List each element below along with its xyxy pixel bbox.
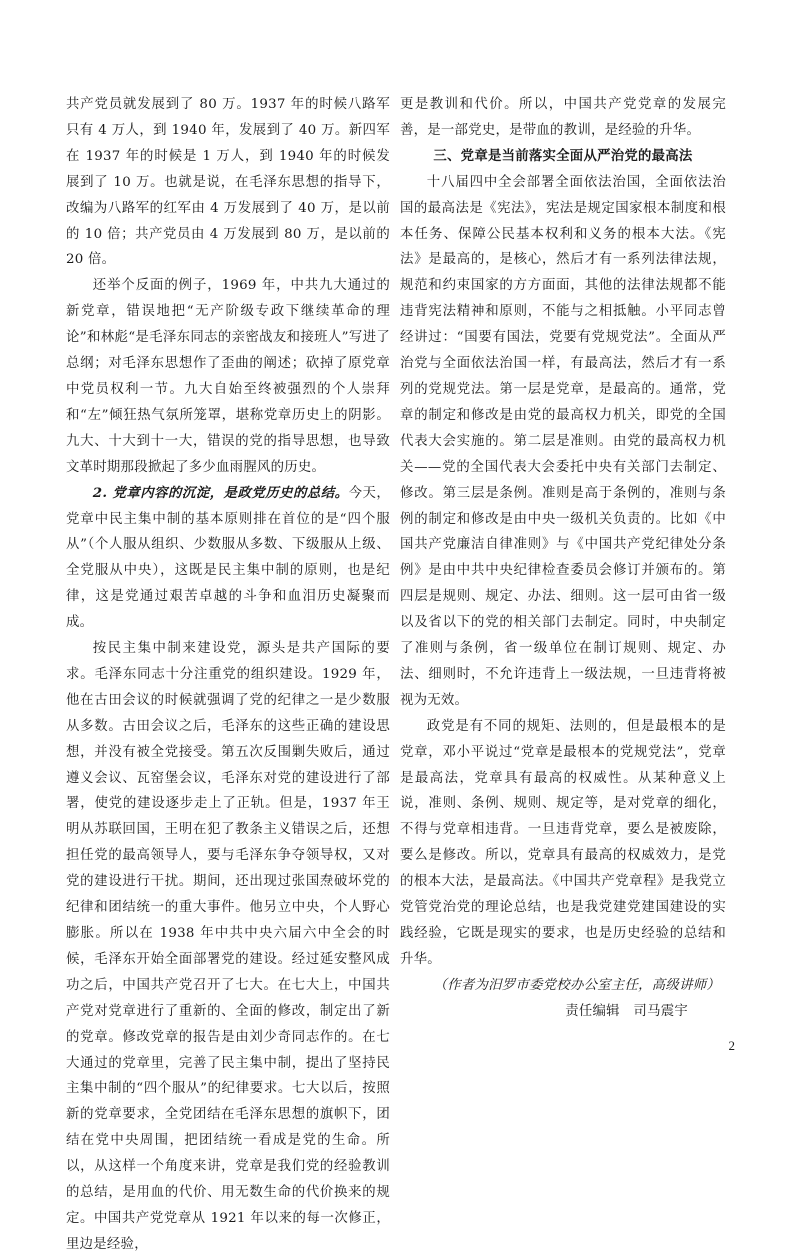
paragraph-section-2: [66, 481, 390, 636]
author-byline: （作者为汨罗市委党校办公室主任，高级讲师）: [433, 977, 720, 993]
paragraph-negative-example: 还举个反面的例子，1969 年，中共九大通过的新党章，错误地把“无产阶级专政下继续革命的理论”和林彪“是毛泽东同志的亲密战友和接班人”写进了总纲；对毛泽东思想作了歪曲的阐述；砍掉了原党章中党员权利一节。九大自始至终被强烈的个人崇拜和“左”倾狂热气氛所笼罩，堪称党章历史上的阴影。九大、十大到十一大，错误的党的指导思想，也导致文革时期那段掀起了多少血雨腥风的历史。: [66, 278, 390, 475]
subsection-lead: 2. 党章内容的沉淀，是政党历史的总结。: [92, 484, 349, 501]
paragraph-continued: 共产党员就发展到了 80 万。1937 年的时候八路军只有 4 万人，到 1940 年，发展到了 40 万。新四军在 1937 年的时候是 1 万人，到 1940 年的时候发展到了 10 万。也就是说，在毛泽东思想的指导下，改编为八路军的红军由 4 万发展到了 40 万，是以前的 10 倍；共产党员由 4 万发展到 80 万，是以前的 20 倍。: [66, 97, 390, 268]
section-heading: 三、党章是当前落实全面从严治党的最高法: [433, 148, 693, 164]
paragraph-party-constitution: 政党是有不同的规矩、法则的，但是最根本的是党章，邓小平说过“党章是最根本的党规党法”，党章是最高法，党章具有最高的权威性。从某种意义上说，准则、条例、规则、规定等，是对党章的细化，不得与党章相违背。一旦违背党章，要么是被废除，要么是修改。所以，党章具有最高的权威效力，是党的根本大法，是最高法。《中国共产党章程》是我党立党管党治党的理论总结，也是我党建党建国建设的实践经验，它既是现实的要求，也是历史经验的总结和升华。: [400, 718, 726, 967]
page-number: 2: [728, 1038, 735, 1053]
paragraph-continued-right: 更是教训和代价。所以，中国共产党党章的发展完善，是一部党史，是带血的教训，是经验的升华。: [400, 97, 726, 138]
subsection-body: 今天，党章中民主集中制的基本原则排在首位的是“四个服从”（个人服从组织、少数服从多数、下级服从上级、全党服从中央），这既是民主集中制的原则，也是纪律，这是党通过艰苦卓越的斗争和血泪历史凝聚而成。: [66, 485, 390, 631]
left-column: [66, 92, 390, 1258]
paragraph-rule-of-law: 十八届四中全会部署全面依法治国，全面依法治国的最高法是《宪法》，宪法是规定国家根本制度和根本任务、保障公民基本权利和义务的根本大法。《宪法》是最高的，是核心，然后才有一系列法律法规，规范和约束国家的方方面面，其他的法律法规都不能违背宪法精神和原则，不能与之相抵触。小平同志曾经讲过：“国要有国法，党要有党规党法”。全面从严治党与全面依法治国一样，有最高法，然后才有一系列的党规党法。第一层是党章，是最高的。通常，党章的制定和修改是由党的最高权力机关，即党的全国代表大会实施的。第二层是准则。由党的最高权力机关——党的全国代表大会委托中央有关部门去制定、修改。第三层是条例。准则是高于条例的，准则与条例的制定和修改是由中央一级机关负责的。比如《中国共产党廉洁自律准则》与《中国共产党纪律处分条例》是由中共中央纪律检查委员会修订并颁布的。第四层是规则、规定、办法、细则。这一层可由省一级以及省以下的党的相关部门去制定。同时，中央制定了准则与条例，省一级单位在制订规则、规定、办法、细则时，不允许违背上一级法规，一旦违背将被视为无效。: [400, 174, 726, 708]
responsible-editor: 责任编辑 司马震宇: [565, 1003, 688, 1019]
right-column: [400, 92, 726, 1025]
paragraph-democratic-centralism: 按民主集中制来建设党，源头是共产国际的要求。毛泽东同志十分注重党的组织建设。1929 年，他在古田会议的时候就强调了党的纪律之一是少数服从多数。古田会议之后，毛泽东的这些正确的建设思想，并没有被全党接受。第五次反围剿失败后，通过遵义会议、瓦窑堡会议，毛泽东对党的建设进行了部署，使党的建设逐步走上了正轨。但是，1937 年王明从苏联回国，王明在犯了教条主义错误之后，还想担任党的最高领导人，要与毛泽东争夺领导权，又对党的建设进行干扰。期间，还出现过张国焘破坏党的纪律和团结统一的重大事件。他另立中央，个人野心膨胀。所以在 1938 年中共中央六届六中全会的时候，毛泽东开始全面部署党的建设。经过延安整风成功之后，中国共产党召开了七大。在七大上，中国共产党对党章进行了重新的、全面的修改，制定出了新的党章。修改党章的报告是由刘少奇同志作的。在七大通过的党章里，完善了民主集中制，提出了坚持民主集中制的“四个服从”的纪律要求。七大以后，按照新的党章要求，全党团结在毛泽东思想的旗帜下，团结在党中央周围，把团结统一看成是党的生命。所以，从这样一个角度来讲，党章是我们党的经验教训的总结，是用血的代价、用无数生命的代价换来的规定。中国共产党党章从 1921 年以来的每一次修正，里边是经验，: [66, 641, 390, 1252]
